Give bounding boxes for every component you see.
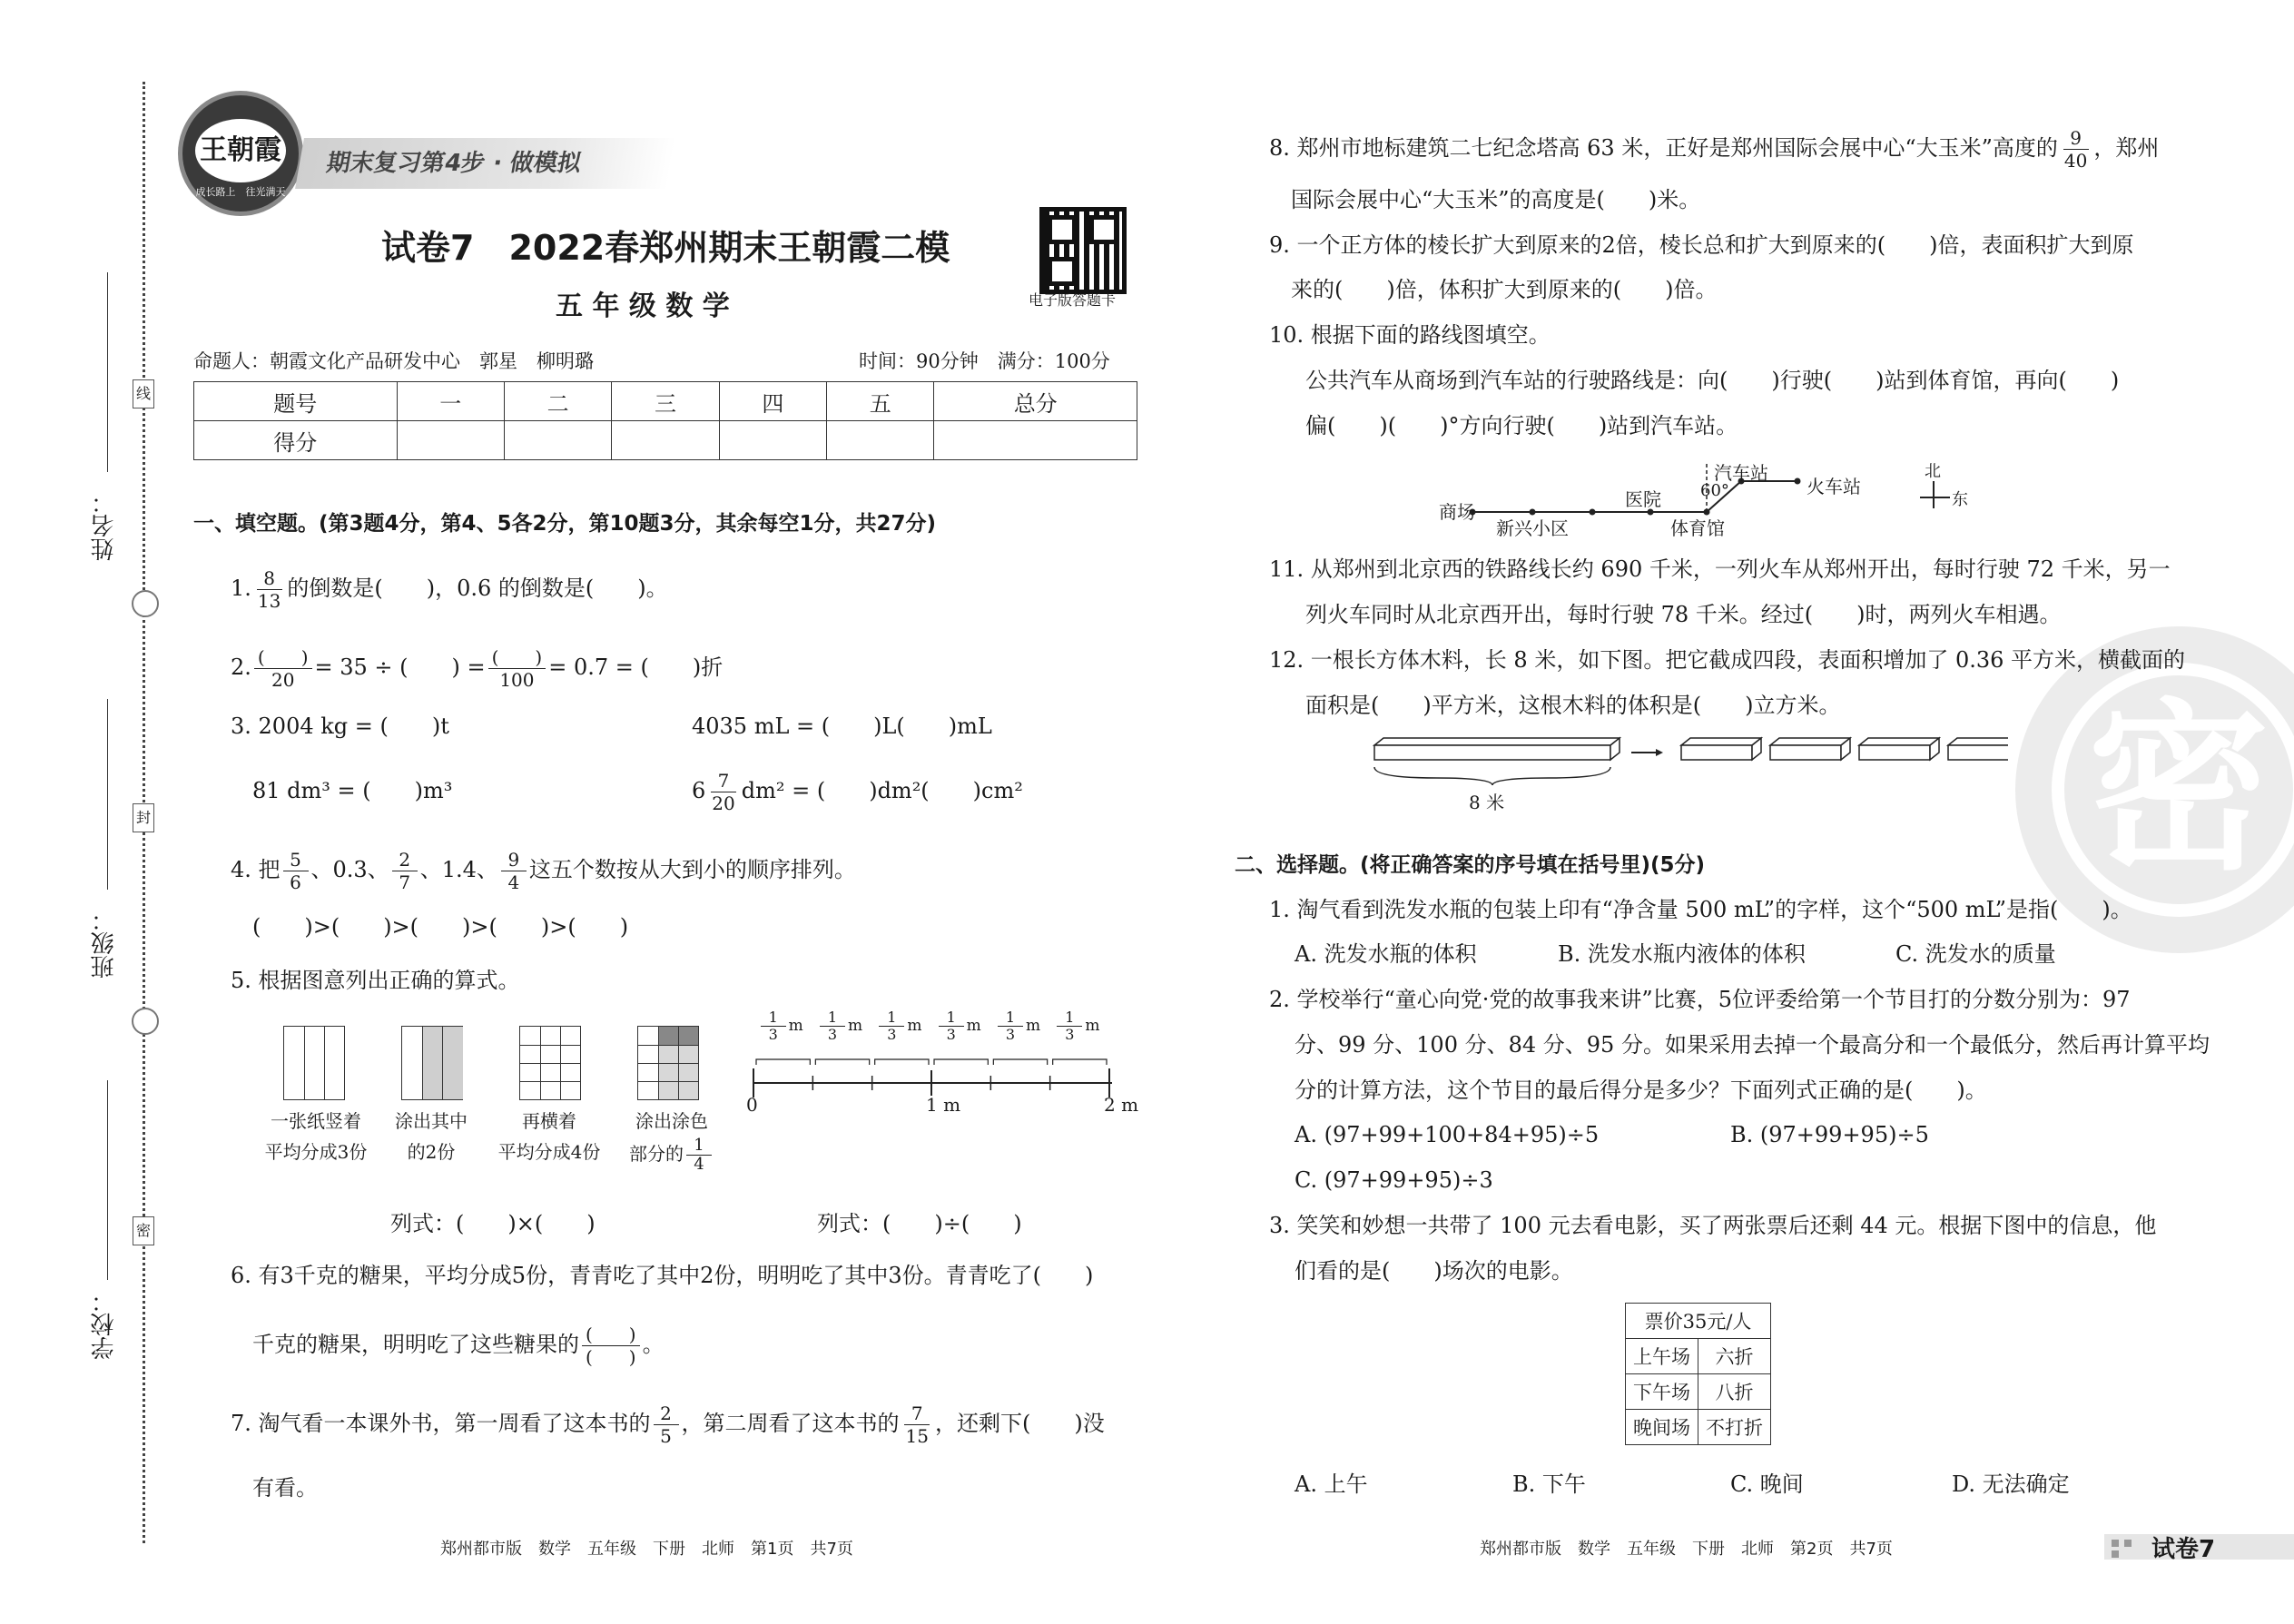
grid-caption-2: 涂出其中 的2份 (395, 1110, 468, 1163)
map-label-mall: 商场 (1439, 501, 1475, 523)
cut-piece (1948, 738, 2008, 745)
table-cell: 下午场 (1626, 1374, 1698, 1410)
cut-piece (1681, 738, 1761, 745)
score-input-cell[interactable] (612, 421, 719, 460)
axis-label-1m: 1 m (926, 1094, 961, 1116)
cut-piece (1770, 745, 1841, 760)
map-label-train-station: 火车站 (1807, 476, 1861, 497)
footer-square-icon (2124, 1540, 2132, 1547)
score-table (193, 381, 1137, 460)
question-4: 4. 把 $\frac{5}{6}$ 、0.3、 $\frac{2}{7}$ 、1.4、 $\frac{9}{4}$ 这五个数按从大到小的顺序排列。 (231, 849, 856, 893)
choice-1-option-a[interactable]: A. 洗发水瓶的体积 (1295, 941, 1477, 967)
choice-question-2-line3: 分的计算方法，这个节目的最后得分是多少？下面列式正确的是( )。 (1295, 1078, 1987, 1103)
question-2: 2. $\frac{( )}{20}$ = 35 ÷ ( ) = $\frac{( )}{100}$ = 0.7 = ( )折 (231, 646, 724, 691)
choice-2-option-c[interactable]: C. (97+99+95)÷3 (1295, 1167, 1493, 1193)
name-label: 姓名： (91, 490, 118, 561)
segment-length-label: $\frac{1}{3}$ m (876, 1009, 921, 1043)
formula-1[interactable]: 列式：( )×( ) (390, 1211, 596, 1236)
page-title: 试卷7 2022春郑州期末王朝霞二模 (381, 228, 950, 268)
choice-question-3-line2: 们看的是( )场次的电影。 (1295, 1258, 1573, 1284)
segment-bracket (815, 1059, 869, 1065)
segment-bracket (1053, 1059, 1107, 1065)
score-input-cell[interactable] (504, 421, 611, 460)
binding-hole-icon (132, 1008, 159, 1035)
table-cell: 不打折 (1698, 1410, 1771, 1445)
choice-question-2-line2: 分、99 分、100 分、84 分、95 分。如果采用去掉一个最高分和一个最低分，然后再计算平均 (1295, 1032, 2210, 1058)
qr-caption: 电子版答题卡 (1029, 291, 1117, 309)
paper-grid-12-diagram (519, 1026, 581, 1100)
choice-question-2: 2. 学校举行“童心向党·党的故事我来讲”比赛，5位评委给第一个节目打的分数分别为：97 (1269, 987, 2131, 1012)
map-label-stadium: 体育馆 (1670, 517, 1725, 539)
table-cell: 上午场 (1626, 1339, 1698, 1374)
question-9-line2: 来的( )倍，体积扩大到原来的( )倍。 (1291, 277, 1718, 302)
cut-piece (1948, 745, 2008, 760)
map-label-bus-station: 汽车站 (1714, 462, 1768, 484)
question-10: 10. 根据下面的路线图填空。 (1269, 322, 1551, 348)
axis-label-0: 0 (746, 1094, 758, 1116)
question-12: 12. 一根长方体木料，长 8 米，如下图。把它截成四段，表面积增加了 0.36 平方米，横截面的 (1269, 647, 2186, 673)
footer-badge: 试卷7 (2151, 1536, 2216, 1563)
question-3b: 4035 mL = ( )L( )mL (692, 714, 992, 739)
beam-length-label: 8 米 (1469, 792, 1505, 813)
page-subtitle: 五 年 级 数 学 (556, 290, 730, 322)
brand-logo: 王朝霞 成长路上 往光满天 (178, 91, 303, 216)
question-8-line2: 国际会展中心“大玉米”的高度是( )米。 (1291, 187, 1701, 212)
question-9: 9. 一个正方体的棱长扩大到原来的2倍，棱长总和扩大到原来的( )倍，表面积扩大到原 (1269, 232, 2134, 258)
segment-length-label: $\frac{1}{3}$ m (758, 1009, 803, 1043)
compass-north-label: 北 (1925, 462, 1941, 481)
score-header-cell: 题号 (194, 382, 398, 421)
choice-3-option-c[interactable]: C. 晚间 (1730, 1471, 1804, 1497)
question-8: 8. 郑州市地标建筑二七纪念塔高 63 米，正好是郑州国际会展中心“大玉米”高度的 $\frac{9}{40}$ ，郑州 (1269, 127, 2160, 172)
question-7: 7. 淘气看一本课外书，第一周看了这本书的 $\frac{2}{5}$ ，第二周看了这本书的 $\frac{7}{15}$ ，还剩下( )没 (231, 1403, 1105, 1447)
footer-square-icon (2112, 1550, 2119, 1558)
authors-line: 命题人：朝霞文化产品研发中心 郭星 柳明璐 (193, 350, 594, 372)
cut-piece (1859, 745, 1930, 760)
choice-question-1: 1. 淘气看到洗发水瓶的包装上印有“净含量 500 mL”的字样，这个“500 mL”是指( )。 (1269, 897, 2132, 922)
cut-piece (1681, 745, 1752, 760)
school-blank-line[interactable] (107, 1080, 108, 1280)
wood-beam-diagram (1373, 731, 2008, 812)
segment-length-label: $\frac{1}{3}$ m (995, 1009, 1040, 1043)
choice-question-3: 3. 笑笑和妙想一共带了 100 元去看电影，买了两张票后还剩 44 元。根据下图中的信息，他 (1269, 1213, 2157, 1238)
segment-length-label: $\frac{1}{3}$ m (1054, 1009, 1099, 1043)
score-input-cell[interactable] (934, 421, 1137, 460)
question-3c: 81 dm³ = ( )m³ (252, 778, 453, 803)
table-cell: 晚间场 (1626, 1410, 1698, 1445)
segment-length-label: $\frac{1}{3}$ m (936, 1009, 981, 1043)
class-label: 班级： (91, 908, 118, 979)
score-header-cell: 总分 (934, 382, 1137, 421)
ticket-price-header: 票价35元/人 (1626, 1304, 1771, 1339)
cut-piece (1859, 738, 1939, 745)
section2-heading: 二、选择题。(将正确答案的序号填在括号里)(5分) (1235, 853, 1706, 877)
step-banner: 期末复习第4步 · 做模拟 (295, 138, 676, 189)
score-header-cell: 二 (504, 382, 611, 421)
school-label: 学校： (91, 1289, 118, 1360)
name-blank-line[interactable] (107, 272, 108, 472)
paper-grid-shaded-diagram (637, 1026, 699, 1100)
question-5: 5. 根据图意列出正确的算式。 (231, 968, 520, 993)
grid-caption-3: 再横着 平均分成4份 (497, 1110, 601, 1163)
map-angle-label: 60° (1700, 481, 1729, 500)
choice-2-option-a[interactable]: A. (97+99+100+84+95)÷5 (1295, 1122, 1600, 1147)
choice-2-option-b[interactable]: B. (97+99+95)÷5 (1730, 1122, 1929, 1147)
cut-piece (1770, 738, 1850, 745)
paper-split-3-diagram (283, 1026, 345, 1100)
binding-char-mi: 密 (133, 1216, 154, 1245)
watermark-seal: 密 (2015, 626, 2294, 953)
score-input-cell[interactable] (827, 421, 934, 460)
choice-1-option-c[interactable]: C. 洗发水的质量 (1895, 941, 2056, 967)
grid-caption-1: 一张纸竖着 平均分成3份 (264, 1110, 368, 1163)
question-3a: 3. 2004 kg = ( )t (231, 714, 449, 739)
segment-bracket (934, 1059, 988, 1065)
choice-3-option-b[interactable]: B. 下午 (1512, 1471, 1586, 1497)
score-input-cell[interactable] (397, 421, 504, 460)
binding-char-xian: 线 (133, 379, 154, 408)
score-header-cell: 三 (612, 382, 719, 421)
choice-3-option-a[interactable]: A. 上午 (1295, 1471, 1368, 1497)
grid-caption-4: 涂出涂色 部分的 $\frac{1}{4}$ (617, 1106, 726, 1174)
table-cell: 八折 (1698, 1374, 1771, 1410)
question-6-line2: 千克的糖果，明明吃了这些糖果的 $\frac{( )}{( )}$ 。 (252, 1324, 665, 1368)
segment-bracket (756, 1059, 810, 1065)
question-4-answer[interactable]: ( )>( )>( )>( )>( ) (252, 914, 629, 940)
score-header-cell: 四 (719, 382, 826, 421)
footer-left: 郑州都市版 数学 五年级 下册 北师 第1页 共7页 (440, 1540, 853, 1559)
compass-east-label: 东 (1952, 490, 1968, 509)
ticket-price-table (1625, 1303, 1771, 1445)
formula-2[interactable]: 列式：( )÷( ) (817, 1211, 1022, 1236)
question-11: 11. 从郑州到北京西的铁路线长约 690 千米，一列火车从郑州开出，每时行驶 72 千米，另一 (1269, 556, 2171, 582)
question-12-line2: 面积是( )平方米，这根木料的体积是( )立方米。 (1305, 693, 1841, 718)
score-input-cell[interactable] (719, 421, 826, 460)
question-7-line2: 有看。 (252, 1475, 318, 1501)
question-3d: 6 $\frac{7}{20}$ dm² = ( )dm²( )cm² (692, 770, 1023, 814)
map-label-hospital: 医院 (1625, 488, 1661, 510)
question-10-line2: 公共汽车从商场到汽车站的行驶路线是：向( )行驶( )站到体育馆，再向( ) (1305, 368, 2120, 393)
score-header-cell: 一 (397, 382, 504, 421)
footer-square-icon (2112, 1540, 2119, 1547)
paper-shaded-2-diagram (401, 1026, 463, 1100)
score-row-label: 得分 (194, 421, 398, 460)
question-11-line2: 列火车同时从北京西开出，每时行驶 78 千米。经过( )时，两列火车相遇。 (1305, 602, 2062, 627)
segment-bracket (993, 1059, 1047, 1065)
choice-1-option-b[interactable]: B. 洗发水瓶内液体的体积 (1558, 941, 1806, 967)
question-10-line3: 偏( )( )°方向行驶( )站到汽车站。 (1305, 413, 1738, 438)
footer-right: 郑州都市版 数学 五年级 下册 北师 第2页 共7页 (1480, 1540, 1893, 1559)
qr-code-icon[interactable] (1039, 207, 1127, 294)
section1-heading: 一、填空题。(第3题4分，第4、5各2分，第10题3分，其余每空1分，共27分) (193, 512, 937, 536)
question-6: 6. 有3千克的糖果，平均分成5份，青青吃了其中2份，明明吃了其中3份。青青吃了( ) (231, 1263, 1094, 1288)
table-cell: 六折 (1698, 1339, 1771, 1374)
binding-hole-icon (132, 590, 159, 617)
choice-3-option-d[interactable]: D. 无法确定 (1952, 1471, 2070, 1497)
segment-bracket (875, 1059, 929, 1065)
time-score-line: 时间：90分钟 满分：100分 (859, 350, 1110, 372)
map-label-xinxing: 新兴小区 (1496, 517, 1569, 539)
axis-label-2m: 2 m (1104, 1094, 1139, 1116)
segment-length-label: $\frac{1}{3}$ m (817, 1009, 862, 1043)
score-header-cell: 五 (827, 382, 934, 421)
question-1: 1. $\frac{8}{13}$ 的倒数是( )，0.6 的倒数是( )。 (231, 567, 668, 612)
binding-char-feng: 封 (133, 803, 154, 832)
class-blank-line[interactable] (107, 699, 108, 890)
